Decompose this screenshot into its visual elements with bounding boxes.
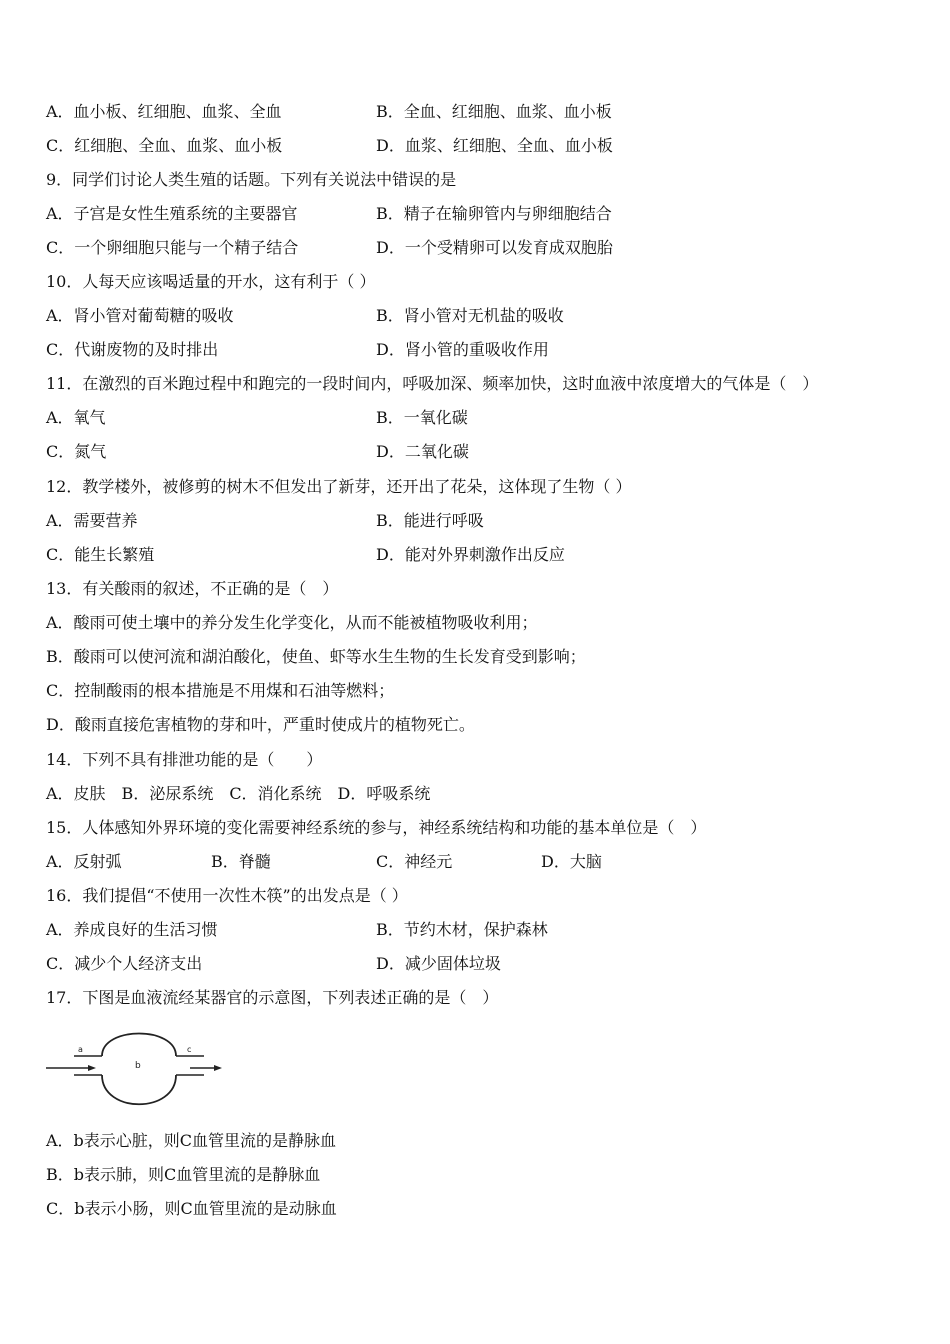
q12-stem: 12．教学楼外，被修剪的树木不但发出了新芽，还开出了花朵，这体现了生物（ ） [46,477,632,496]
q8-option-a: A．血小板、红细胞、血浆、全血 [46,102,282,121]
q16-option-d: D．减少固体垃圾 [376,954,501,973]
q15-option-b: B．脊髓 [211,852,271,871]
q15-option-c: C．神经元 [376,852,453,871]
q12-option-a: A．需要营养 [46,511,138,530]
q9-option-a: A．子宫是女性生殖系统的主要器官 [46,204,298,223]
q8-option-b: B．全血、红细胞、血浆、血小板 [376,102,612,121]
q15-option-a: A．反射弧 [46,852,122,871]
q9-option-b: B．精子在输卵管内与卵细胞结合 [376,204,612,223]
label-c: c [187,1045,192,1054]
q15-stem: 15．人体感知外界环境的变化需要神经系统的参与，神经系统结构和功能的基本单位是（ ） [46,818,707,837]
q9-stem: 9．同学们讨论人类生殖的话题。下列有关说法中错误的是 [46,170,457,189]
q10-option-d: D．肾小管的重吸收作用 [376,340,549,359]
q13-option-c: C．控制酸雨的根本措施是不用煤和石油等燃料； [46,681,395,700]
q13-option-b: B．酸雨可以使河流和湖泊酸化，使鱼、虾等水生生物的生长发育受到影响； [46,647,586,666]
q10-option-a: A．肾小管对葡萄糖的吸收 [46,306,234,325]
q15-option-d: D．大脑 [541,852,602,871]
organ-outline-top [102,1034,176,1057]
q17-stem: 17．下图是血液流经某器官的示意图，下列表述正确的是（ ） [46,988,499,1007]
q10-option-c: C．代谢废物的及时排出 [46,340,219,359]
q11-option-d: D．二氧化碳 [376,442,469,461]
q17-option-b: B．b表示肺，则C血管里流的是静脉血 [46,1165,321,1184]
q14-options: A．皮肤 B．泌尿系统 C．消化系统 D．呼吸系统 [46,784,431,803]
q16-option-c: C．减少个人经济支出 [46,954,203,973]
q11-option-a: A．氧气 [46,408,106,427]
q12-option-c: C．能生长繁殖 [46,545,155,564]
q14-stem: 14．下列不具有排泄功能的是（ ） [46,750,323,769]
q11-stem: 11．在激烈的百米跑过程中和跑完的一段时间内，呼吸加深、频率加快，这时血液中浓度增大的气体是（ ） [46,374,819,393]
q17-option-a: A．b表示心脏，则C血管里流的是静脉血 [46,1131,337,1150]
label-b: b [135,1061,141,1071]
q17-option-c: C．b表示小肠，则C血管里流的是动脉血 [46,1199,337,1218]
organ-outline-bottom [102,1075,176,1104]
label-a: a [78,1045,83,1054]
q10-option-b: B．肾小管对无机盐的吸收 [376,306,564,325]
q12-option-b: B．能进行呼吸 [376,511,484,530]
q8-option-d: D．血浆、红细胞、全血、血小板 [376,136,613,155]
q11-option-c: C．氮气 [46,442,107,461]
q13-option-a: A．酸雨可使土壤中的养分发生化学变化，从而不能被植物吸收利用； [46,613,538,632]
q16-stem: 16．我们提倡“不使用一次性木筷”的出发点是（ ） [46,886,408,905]
q11-option-b: B．一氧化碳 [376,408,468,427]
blood-flow-organ-diagram [44,1018,224,1118]
q9-option-d: D．一个受精卵可以发育成双胞胎 [376,238,613,257]
q13-stem: 13．有关酸雨的叙述，不正确的是（ ） [46,579,339,598]
q12-option-d: D．能对外界刺激作出反应 [376,545,565,564]
q10-stem: 10．人每天应该喝适量的开水，这有利于（ ） [46,272,376,291]
q16-option-b: B．节约木材，保护森林 [376,920,548,939]
q8-option-c: C．红细胞、全血、血浆、血小板 [46,136,283,155]
q9-option-c: C．一个卵细胞只能与一个精子结合 [46,238,299,257]
q16-option-a: A．养成良好的生活习惯 [46,920,218,939]
q13-option-d: D．酸雨直接危害植物的芽和叶，严重时使成片的植物死亡。 [46,715,475,734]
